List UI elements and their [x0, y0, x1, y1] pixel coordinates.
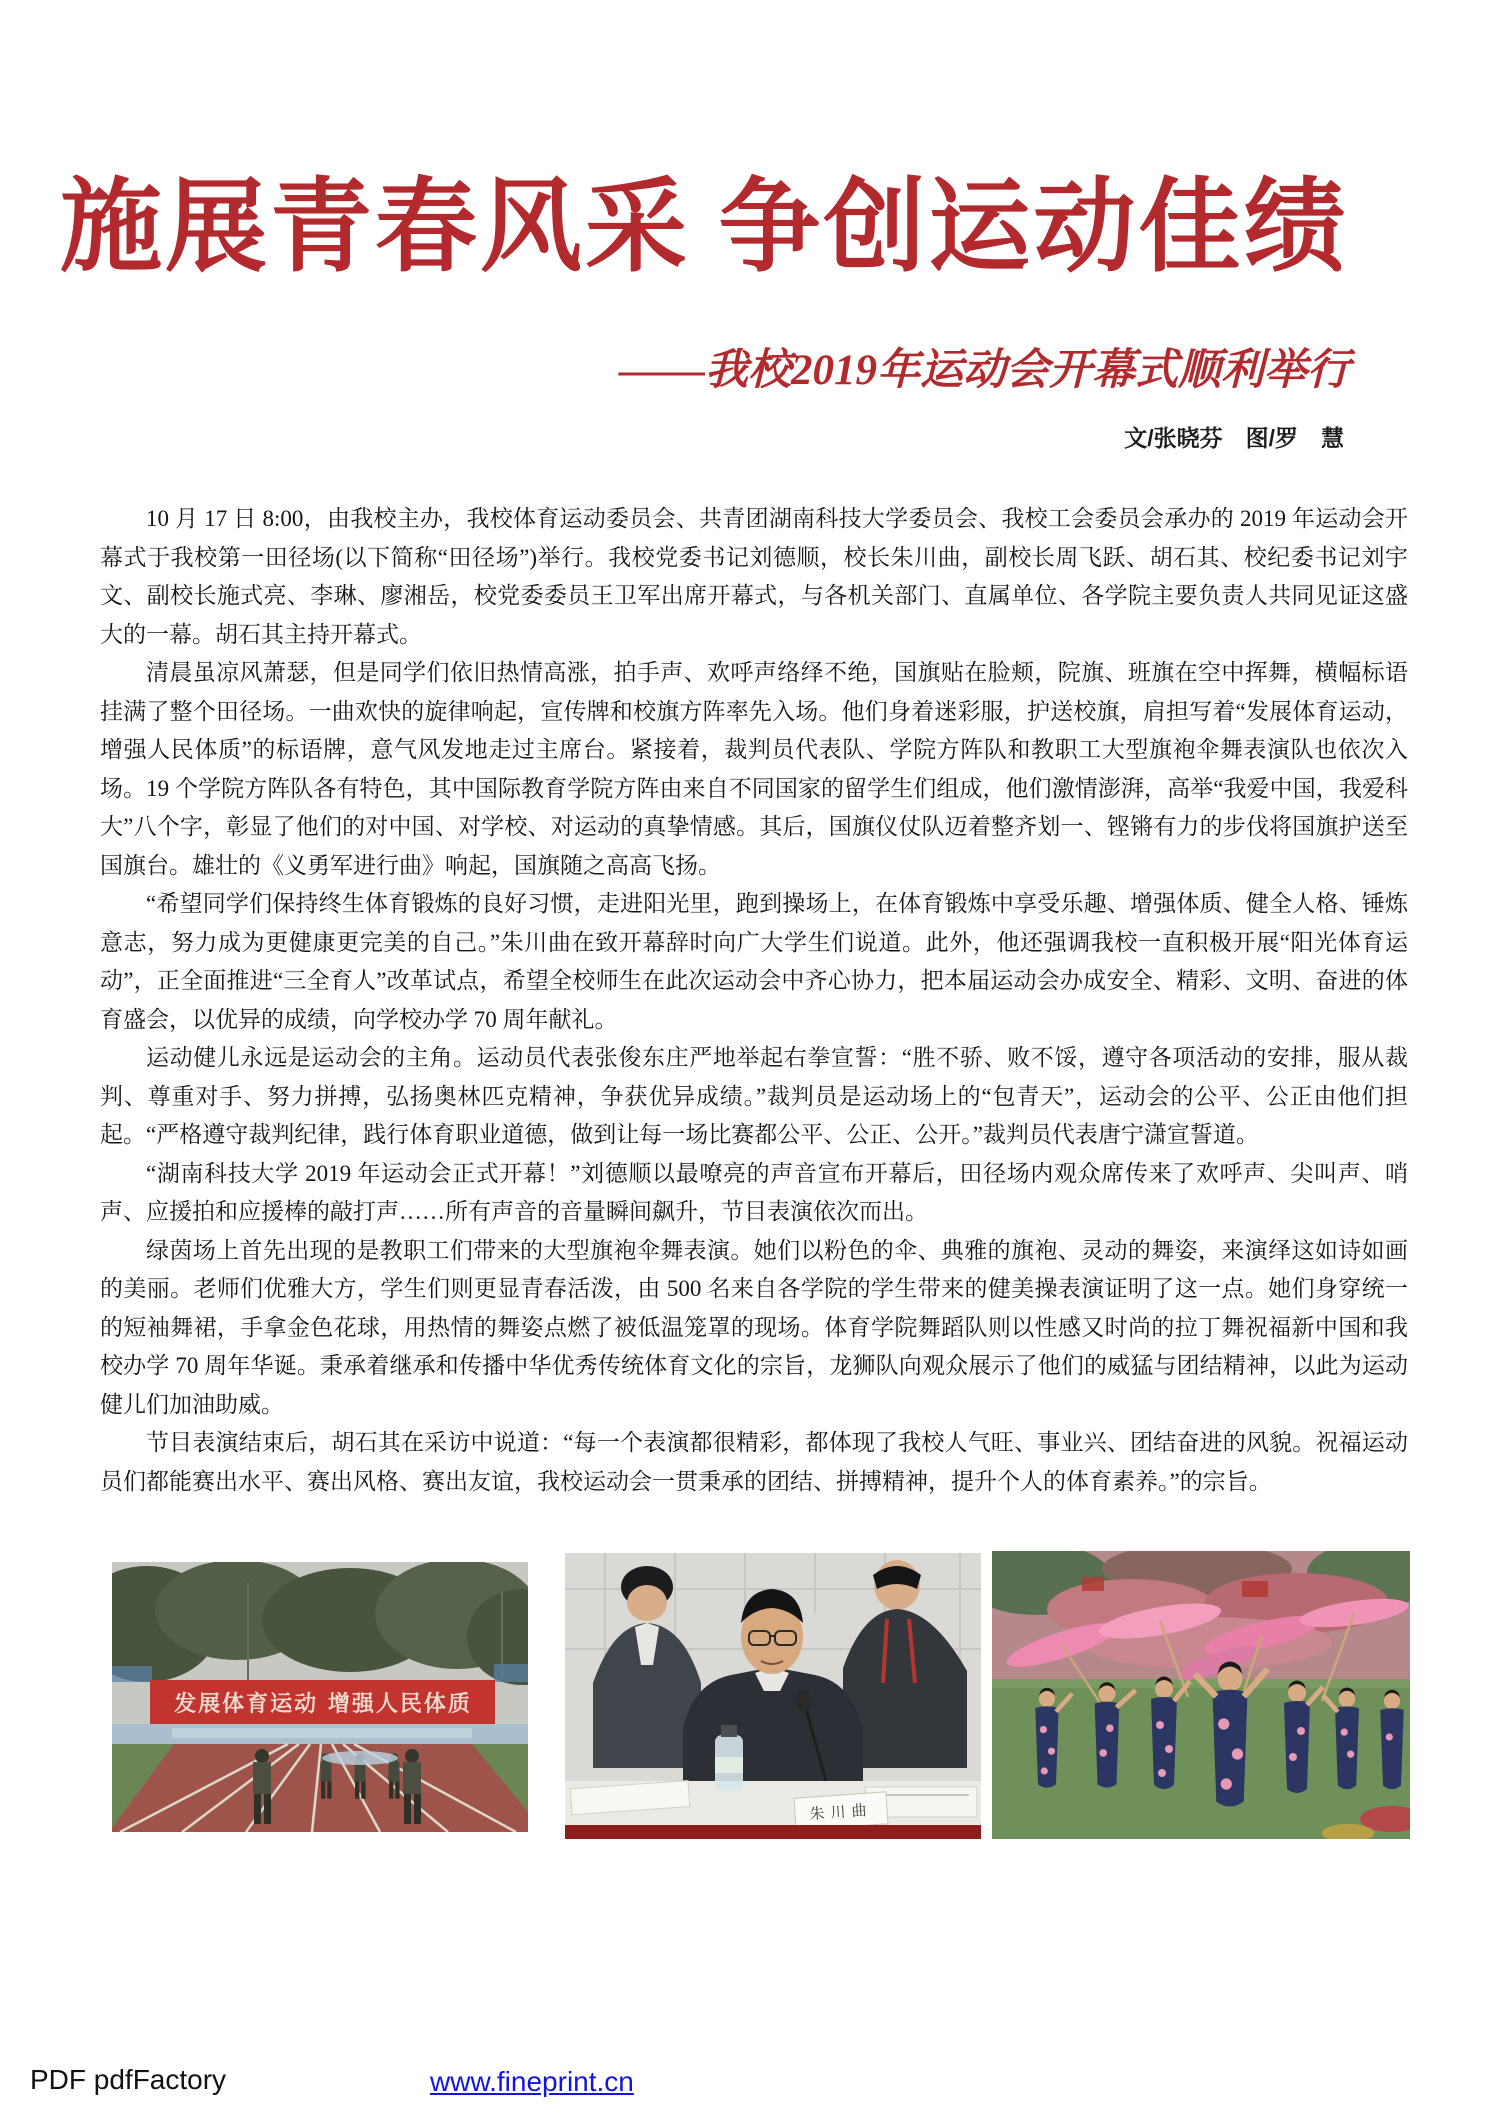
paragraph-4: 运动健儿永远是运动会的主角。运动员代表张俊东庄严地举起右拳宣誓：“胜不骄、败不馁，遵守各项活动的安排，服从裁判、尊重对手、努力拼搏，弘扬奥林匹克精神，争获优异成绩。”裁判员是运动场上的“包青天”，运动会的公平、公正由他们担起。“严格遵守裁判纪律，践行体育职业道德，做到让每一场比赛都公平、公正、公开。”裁判员代表唐宁潇宣誓道。: [100, 1045, 1408, 1147]
table-skirt: [565, 1825, 981, 1839]
paragraph-3: “希望同学们保持终生体育锻炼的良好习惯，走进阳光里，跑到操场上，在体育锻炼中享受乐趣、增强体质、健全人格、锤炼意志，努力成为更健康更完美的自己。”朱川曲在致开幕辞时向广大学生们说道。此外，他还强调我校一直积极开展“阳光体育运动”，正全面推进“三全育人”改革试点，希望全校师生在此次运动会中齐心协力，把本届运动会办成安全、精彩、文明、奋进的体育盛会，以优异的成绩，向学校办学 70 周年献礼。: [100, 891, 1408, 1032]
photo-speech: [565, 1553, 981, 1839]
article-title: 施展青春风采 争创运动佳绩: [60, 172, 1349, 285]
article-subtitle: ——我校2019年运动会开幕式顺利举行: [619, 347, 1350, 394]
photo-track-march: [112, 1562, 528, 1832]
photo-umbrella-dance: [992, 1551, 1410, 1839]
paragraph-6: 绿茵场上首先出现的是教职工们带来的大型旗袍伞舞表演。她们以粉色的伞、典雅的旗袍、灵动的舞姿，来演绎这如诗如画的美丽。老师们优雅大方，学生们则更显青春活泼，由 500 名来自各学院的学生带来的健美操表演证明了这一点。她们身穿统一的短袖舞裙，手拿金色花球，用热情的舞姿点燃了被低温笼罩的现场。体育学院舞蹈队则以性感又时尚的拉丁舞祝福新中国和我校办学 70 周年华诞。秉承着继承和传播中华优秀传统体育文化的宗旨，龙狮队向观众展示了他们的威猛与团结精神，以此为运动健儿们加油助威。: [100, 1237, 1408, 1417]
slogan-banner: [150, 1680, 495, 1724]
article-byline: 文/张晓芬 图/罗 慧: [1124, 425, 1344, 451]
article-body: [100, 500, 1408, 1501]
pdf-generator-label: PDF pdfFactory: [30, 2064, 227, 2095]
paragraph-7: 节目表演结束后，胡石其在采访中说道：“每一个表演都很精彩，都体现了我校人气旺、事业兴、团结奋进的风貌。祝福运动员们都能赛出水平、赛出风格、赛出友谊，我校运动会一贯秉承的团结、拼搏精神，提升个人的体育素养。”的宗旨。: [100, 1430, 1408, 1494]
name-card: [794, 1792, 888, 1830]
fineprint-link[interactable]: www.fineprint.cn: [430, 2066, 634, 2097]
banner-text: 发展体育运动 增强人民体质: [174, 1691, 472, 1717]
paragraph-5: “湖南科技大学 2019 年运动会正式开幕！”刘德顺以最嘹亮的声音宣布开幕后，田径场内观众席传来了欢呼声、尖叫声、哨声、应援拍和应援棒的敲打声……所有声音的音量瞬间飙升，节目表演依次而出。: [100, 1160, 1408, 1224]
paragraph-1: 10 月 17 日 8:00，由我校主办，我校体育运动委员会、共青团湖南科技大学委员会、我校工会委员会承办的 2019 年运动会开幕式于我校第一田径场(以下简称“田径场”)举行。我校党委书记刘德顺，校长朱川曲，副校长周飞跃、胡石其、校纪委书记刘宇文、副校长施式亮、李琳、廖湘岳，校党委委员王卫军出席开幕式，与各机关部门、直属单位、各学院主要负责人共同见证这盛大的一幕。胡石其主持开幕式。: [100, 506, 1408, 647]
name-card-text: 朱川曲: [809, 1802, 874, 1824]
paragraph-2: 清晨虽凉风萧瑟，但是同学们依旧热情高涨，拍手声、欢呼声络绎不绝，国旗贴在脸颊，院旗、班旗在空中挥舞，横幅标语挂满了整个田径场。一曲欢快的旋律响起，宣传牌和校旗方阵率先入场。他们身着迷彩服，护送校旗，肩担写着“发展体育运动，增强人民体质”的标语牌，意气风发地走过主席台。紧接着，裁判员代表队、学院方阵队和教职工大型旗袍伞舞表演队也依次入场。19 个学院方阵队各有特色，其中国际教育学院方阵由来自不同国家的留学生们组成，他们激情澎湃，高举“我爱中国，我爱科大”八个字，彰显了他们的对中国、对学校、对运动的真挚情感。其后，国旗仪仗队迈着整齐划一、铿锵有力的步伐将国旗护送至国旗台。雄壮的《义勇军进行曲》响起，国旗随之高高飞扬。: [100, 660, 1408, 878]
